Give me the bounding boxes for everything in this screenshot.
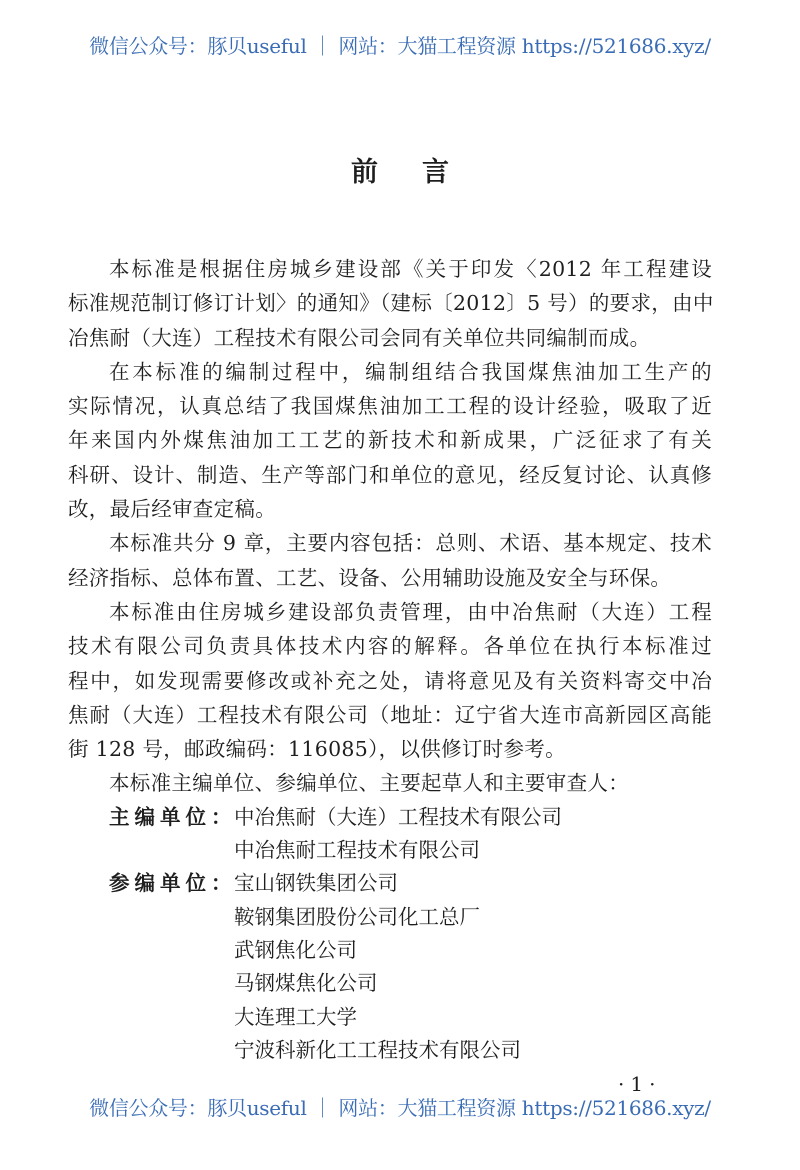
- paragraph: [68, 526, 712, 595]
- unit-label: 主编单位：: [109, 804, 237, 829]
- unit-name: 宁波科新化工工程技术有限公司: [234, 1037, 521, 1062]
- unit-name: 马钢煤焦化公司: [234, 971, 378, 996]
- paragraph: [68, 766, 712, 800]
- watermark-bottom: 微信公众号：豚贝useful ｜ 网站：大猫工程资源 https://521686.xyz/: [89, 1096, 711, 1120]
- watermark-top: 微信公众号：豚贝useful ｜ 网站：大猫工程资源 https://521686.xyz/: [89, 34, 711, 58]
- participating-units-row: [68, 967, 712, 1000]
- participating-units-row: [68, 901, 712, 934]
- unit-label: [68, 834, 234, 867]
- text-line: 年来国内外煤焦油加工工艺的新技术和新成果，广泛征求了有关: [68, 428, 712, 453]
- title-char: 言: [422, 157, 449, 188]
- chief-units-row: [68, 801, 712, 834]
- unit-name: 中冶焦耐工程技术有限公司: [234, 838, 480, 863]
- unit-name: 宝山钢铁集团公司: [234, 871, 398, 896]
- paragraph: [68, 355, 712, 526]
- chief-units-row: [68, 834, 712, 867]
- participating-units-row: [68, 1034, 712, 1067]
- text-line: 本标准是根据住房城乡建设部《关于印发〈2012 年工程建设: [109, 257, 712, 281]
- title-char: 前: [351, 157, 378, 188]
- text-line: 本标准主编单位、参编单位、主要起草人和主要审查人：: [109, 771, 629, 796]
- unit-name: 武钢焦化公司: [234, 937, 357, 962]
- unit-label: [68, 967, 234, 1000]
- participating-units-row: [68, 934, 712, 967]
- unit-label: [68, 901, 234, 934]
- text-line: 标准规范制订修订计划〉的通知》（建标〔2012〕5 号）的要求，由中: [68, 291, 714, 316]
- text-line: 街 128 号，邮政编码：116085），以供修订时参考。: [68, 737, 566, 762]
- text-line: 本标准由住房城乡建设部负责管理，由中冶焦耐（大连）工程: [109, 599, 712, 624]
- participating-units-row: [68, 1001, 712, 1034]
- text-line: 实际情况，认真总结了我国煤焦油加工工程的设计经验，吸取了近: [68, 394, 712, 419]
- page-number: ·1·: [618, 1072, 662, 1096]
- unit-label: 参编单位：: [109, 871, 237, 896]
- text-line: 科研、设计、制造、生产等部门和单位的意见，经反复讨论、认真修: [68, 462, 712, 487]
- unit-label: [68, 1034, 234, 1067]
- paragraph: [68, 595, 712, 766]
- unit-label: [68, 934, 234, 967]
- text-line: 程中，如发现需要修改或补充之处，请将意见及有关资料寄交中冶: [68, 668, 712, 693]
- unit-label: [68, 1001, 234, 1034]
- text-line: 冶焦耐（大连）工程技术有限公司会同有关单位共同编制而成。: [68, 325, 651, 350]
- text-line: 经济指标、总体布置、工艺、设备、公用辅助设施及安全与环保。: [68, 565, 672, 590]
- text-line: 改，最后经审查定稿。: [68, 497, 276, 522]
- text-line: 本标准共分 9 章，主要内容包括：总则、术语、基本规定、技术: [109, 531, 712, 556]
- paragraph: [68, 252, 712, 355]
- document-body: [68, 252, 712, 1067]
- text-line: 技术有限公司负责具体技术内容的解释。各单位在执行本标准过: [68, 634, 712, 659]
- unit-name: 大连理工大学: [234, 1004, 357, 1029]
- participating-units-row: [68, 867, 712, 900]
- unit-name: 鞍钢集团股份公司化工总厂: [234, 904, 480, 929]
- text-line: 在本标准的编制过程中，编制组结合我国煤焦油加工生产的: [109, 359, 712, 384]
- text-line: 焦耐（大连）工程技术有限公司（地址：辽宁省大连市高新园区高能: [68, 702, 712, 727]
- page-title: [0, 150, 800, 189]
- unit-name: 中冶焦耐（大连）工程技术有限公司: [234, 804, 562, 829]
